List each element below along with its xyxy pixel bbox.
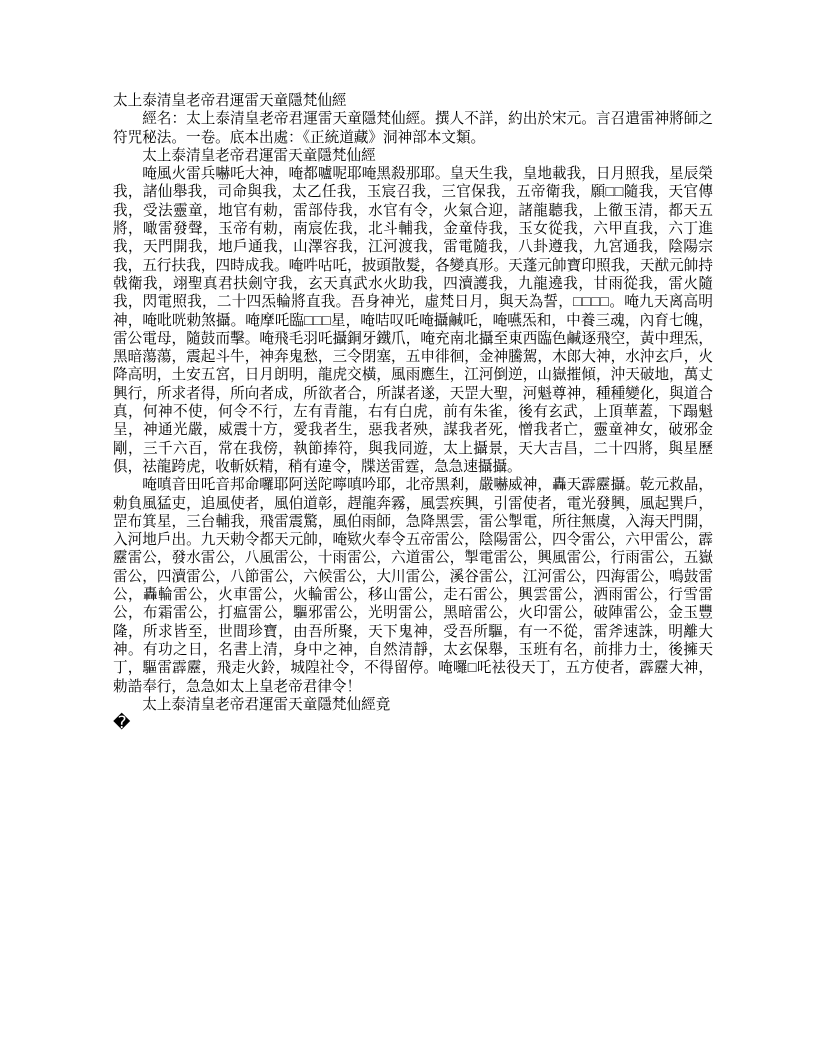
scripture-body-paragraph-2: 唵嗔音田吒音邦命囉耶阿送陀嚀嗔吟耶，北帝黑剎，嚴嚇威神，轟天霹靂攝。乾元救晶，勅負風猛吏，追風使者，風伯道彰，趕龍奔霧，風雲疾興，引雷使者，電光發興，風起巽戶，罡布箕星，三台輔我，飛雷震驚，風伯雨師，急降黑雲，雷公掣電，所往無虞，入海天門開，入河地戶出。九天勅令都天元帥，唵欵火奉令五帝雷公，陰陽雷公，四令雷公，六甲雷公，霹靂雷公，發水雷公，八風雷公，十雨雷公，六道雷公，掣電雷公，興風雷公，行雨雷公，五嶽雷公，四瀆雷公，八節雷公，六候雷公，大川雷公，溪谷雷公，江河雷公，四海雷公，鳴鼓雷公，轟輪雷公，火車雷公，火輪雷公，移山雷公，走石雷公，興雲雷公，洒雨雷公，行雪雷公，布霜雷公，打瘟雷公，驅邪雷公，光明雷公，黑暗雷公，火印雷公，破陣雷公，金玉豐隆，所求皆至，世間珍寶，由吾所聚，天下鬼神，受吾所驅，有一不從，雷斧速誅，明離大神。有功之日，名書上清，身中之神，自然清靜，太玄保舉，玉班有名，前排力士，後擁天丁，驅雷霹靂，飛走火鈴，城隍社令，不得留停。唵囉□吒袪役天丁，五方使者，霹靂大神，勅誥奉行，急急如太上皇老帝君律令！ [113, 477, 713, 695]
scripture-inner-title: 太上泰清皇老帝君運雷天童隱梵仙經 [142, 147, 376, 164]
document-title: 太上泰清皇老帝君運雷天童隱梵仙經 [113, 93, 347, 109]
text-block [113, 92, 713, 732]
scripture-ending-line: 太上泰清皇老帝君運雷天童隱梵仙經竟 [142, 696, 391, 713]
colophon-paragraph: 經名：太上泰清皇老帝君運雷天童隱梵仙經。撰人不詳，約出於宋元。言召遣雷神將師之符咒秘法。一卷。底本出處：《正統道藏》洞神部本文類。 [113, 111, 713, 146]
scripture-body-paragraph-1: 唵風火雷兵嚇吒大神，唵都嚧呢耶唵黑殺那耶。皇天生我，皇地載我，日月照我，星辰榮我，諸仙舉我，司命與我，太乙任我，玉宸召我，三官保我，五帝衛我，願□□隨我，天官傳我，受法靈童，地官有勅，雷部侍我，水官有令，火氣合迎，諸龍聽我，上徹玉清，都天五將，噉雷發聲，玉帝有勅，南宸佐我，北斗輔我，金童侍我，玉女從我，六甲直我，六丁進我，天門開我，地戶通我，山澤容我，江河渡我，雷電隨我，八卦遵我，九宮通我，陰陽宗我，五行扶我，四時成我。唵吽咕吒，披頭散髮，各變真形。天蓬元帥寶印照我，天猷元帥持戟衛我，翊聖真君扶劍守我，玄天真武水火助我，四瀆護我，九龍遶我，甘雨從我，雷火隨我，閃電照我，二十四炁輪將直我。吾身神光，虛梵日月，與天為誓，□□□□。唵九天离高明神，唵吡咣勅煞攝。唵摩吒臨□□□星，唵咭叹吒唵攝鹹吒，唵嚥炁和，中養三魂，內育七魄，雷公電母，隨鼓而擊。唵飛毛羽吒攝銅牙鐵爪，唵充南北攝至東西臨色鹹逐飛空，黃中理炁，黑暗蕩蕩，震起斗牛，神奔鬼愁，三令閉塞，五申徘徊，金神騰駕，木郎大神，水沖玄戶，火降高明，土安五宮，日月朗明，龍虎交橫，風雨應生，江河倒逆，山嶽摧傾，沖天破地，萬丈興行，所求者得，所向者成，所欲者合，所謀者遂，天罡大聖，河魁尊神，種種變化，與道合真，何神不使，何令不行，左有青龍，右有白虎，前有朱雀，後有玄武，上頂華蓋，下蹋魁呈，神通光嚴，威震十方，愛我者生，惡我者殃，謀我者死，憎我者亡，靈童神女，破邪金剛，三千六百，常在我傍，執節捧符，與我同遊，太上攝景，天大吉昌，二十四將，與星歷俱，祛龍跨虎，收斬妖精，稍有違令，牒送雷霆，急急速攝攝。 [113, 166, 713, 475]
encoding-artifact-glyph: � [113, 713, 131, 734]
